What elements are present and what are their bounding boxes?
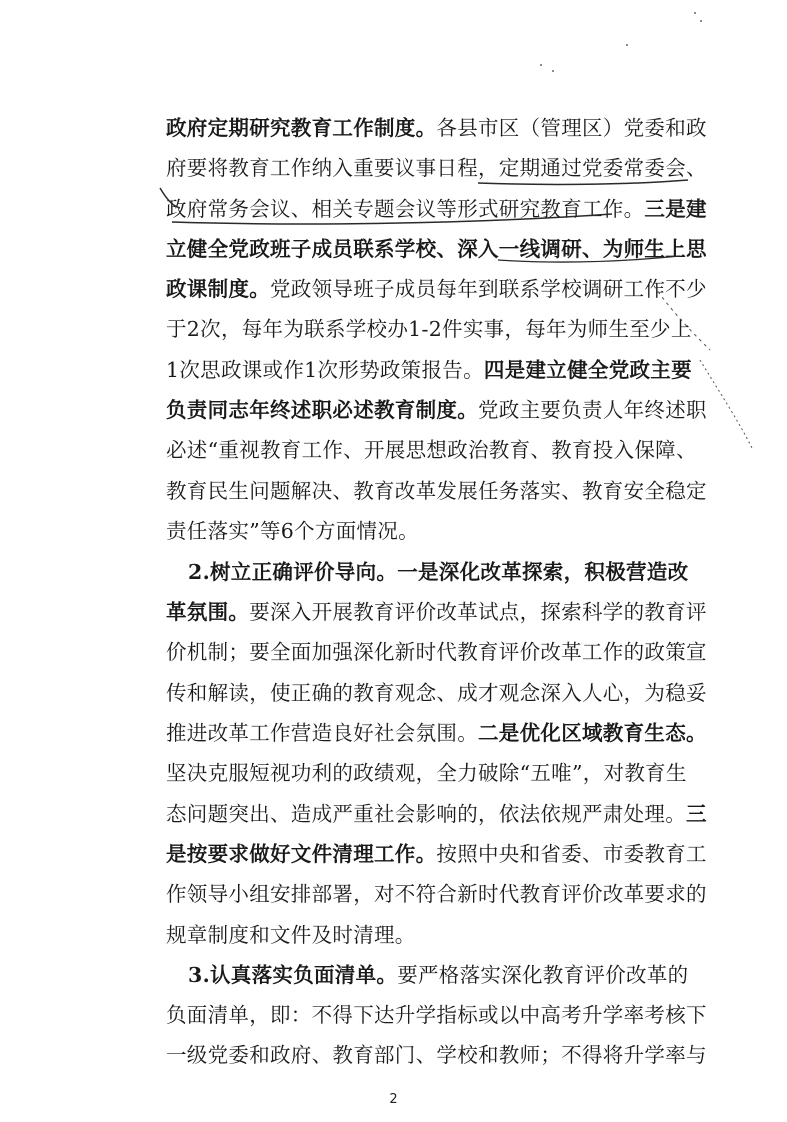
section-heading xyxy=(188,557,688,587)
text-line xyxy=(166,395,707,425)
bold-text: 是按要求做好文件清理工作。 xyxy=(166,842,437,866)
text-line xyxy=(166,678,707,708)
text-line xyxy=(166,516,419,546)
scan-speck xyxy=(700,20,702,22)
text-line xyxy=(166,435,697,465)
body-text: 1次思政课或作1次形势政策报告。 xyxy=(166,358,484,382)
text-line xyxy=(166,355,692,385)
bold-text: 3.认真落实负面清单。 xyxy=(188,963,398,987)
text-line xyxy=(166,153,707,183)
body-text: 党政领导班子成员每年到联系学校调研工作不少 xyxy=(270,277,707,301)
bold-text: 负责同志年终述职必述教育制度。 xyxy=(166,398,478,422)
scan-speck xyxy=(540,64,542,66)
body-text: 规章制度和文件及时清理。 xyxy=(166,923,416,947)
text-line xyxy=(166,234,707,264)
text-line xyxy=(166,113,707,143)
body-text: 按照中央和省委、市委教育工 xyxy=(436,842,707,866)
body-text: 推进改革工作营造良好社会氛围。 xyxy=(166,721,478,745)
body-text: 府要将教育工作纳入重要议事日程，定期通过党委常委会、 xyxy=(166,156,707,180)
text-line xyxy=(166,476,707,506)
section-heading xyxy=(188,960,688,990)
bold-text: 政课制度。 xyxy=(166,277,270,301)
text-line xyxy=(166,718,707,748)
text-line xyxy=(166,799,707,829)
text-line xyxy=(166,879,707,909)
body-text: 传和解读，使正确的教育观念、成才观念深入人心，为稳妥 xyxy=(166,681,707,705)
body-text: 党政主要负责人年终述职 xyxy=(478,398,707,422)
text-line xyxy=(166,839,707,869)
bold-text: 2.树立正确评价导向。一是深化改革探索，积极营造改 xyxy=(188,560,689,584)
body-text: 必述“重视教育工作、开展思想政治教育、教育投入保障、 xyxy=(166,438,697,462)
body-text: 要严格落实深化教育评价改革的 xyxy=(397,963,689,987)
page-number: 2 xyxy=(389,1092,398,1107)
text-line xyxy=(166,194,707,224)
body-text: 价机制；要全面加强深化新时代教育评价改革工作的政策宣 xyxy=(166,640,707,664)
body-text: 教育民生问题解决、教育改革发展任务落实、教育安全稳定 xyxy=(166,479,707,503)
body-text: 坚决克服短视功利的政绩观，全力破除“五唯”，对教育生 xyxy=(166,761,687,785)
body-text: 一级党委和政府、教育部门、学校和教师；不得将升学率与 xyxy=(166,1043,707,1067)
text-line xyxy=(166,314,692,344)
text-line xyxy=(166,1000,707,1030)
text-line xyxy=(166,637,707,667)
text-line xyxy=(166,597,707,627)
text-line xyxy=(166,920,416,950)
text-line xyxy=(166,274,707,304)
body-text: 态问题突出、造成严重社会影响的，依法依规严肃处理。 xyxy=(166,802,686,826)
text-line xyxy=(166,758,687,788)
body-text: 负面清单，即：不得下达升学指标或以中高考升学率考核下 xyxy=(166,1003,707,1027)
scan-speck xyxy=(694,12,696,14)
text-line xyxy=(166,1040,707,1070)
scan-speck xyxy=(626,44,628,46)
body-text: 于2次，每年为联系学校办1-2件实事，每年为师生至少上 xyxy=(166,317,692,341)
body-text: 各县市区（管理区）党委和政 xyxy=(436,116,707,140)
bold-text: 三是建 xyxy=(644,197,707,221)
bold-text: 政府定期研究教育工作制度。 xyxy=(166,116,437,140)
body-text: 政府常务会议、相关专题会议等形式研究教育工作。 xyxy=(166,197,645,221)
bold-text: 二是优化区域教育生态。 xyxy=(478,721,707,745)
margin-stroke xyxy=(700,360,752,448)
scan-speck xyxy=(552,70,554,72)
bold-text: 革氛围。 xyxy=(166,600,250,624)
body-text: 作领导小组安排部署，对不符合新时代教育评价改革要求的 xyxy=(166,882,707,906)
bold-text: 立健全党政班子成员联系学校、深入一线调研、为师生上思 xyxy=(166,237,707,261)
bold-text: 四是建立健全党政主要 xyxy=(483,358,692,382)
body-text: 要深入开展教育评价改革试点，探索科学的教育评 xyxy=(249,600,707,624)
bold-text: 三 xyxy=(686,802,707,826)
body-text: 责任落实”等6个方面情况。 xyxy=(166,519,419,543)
